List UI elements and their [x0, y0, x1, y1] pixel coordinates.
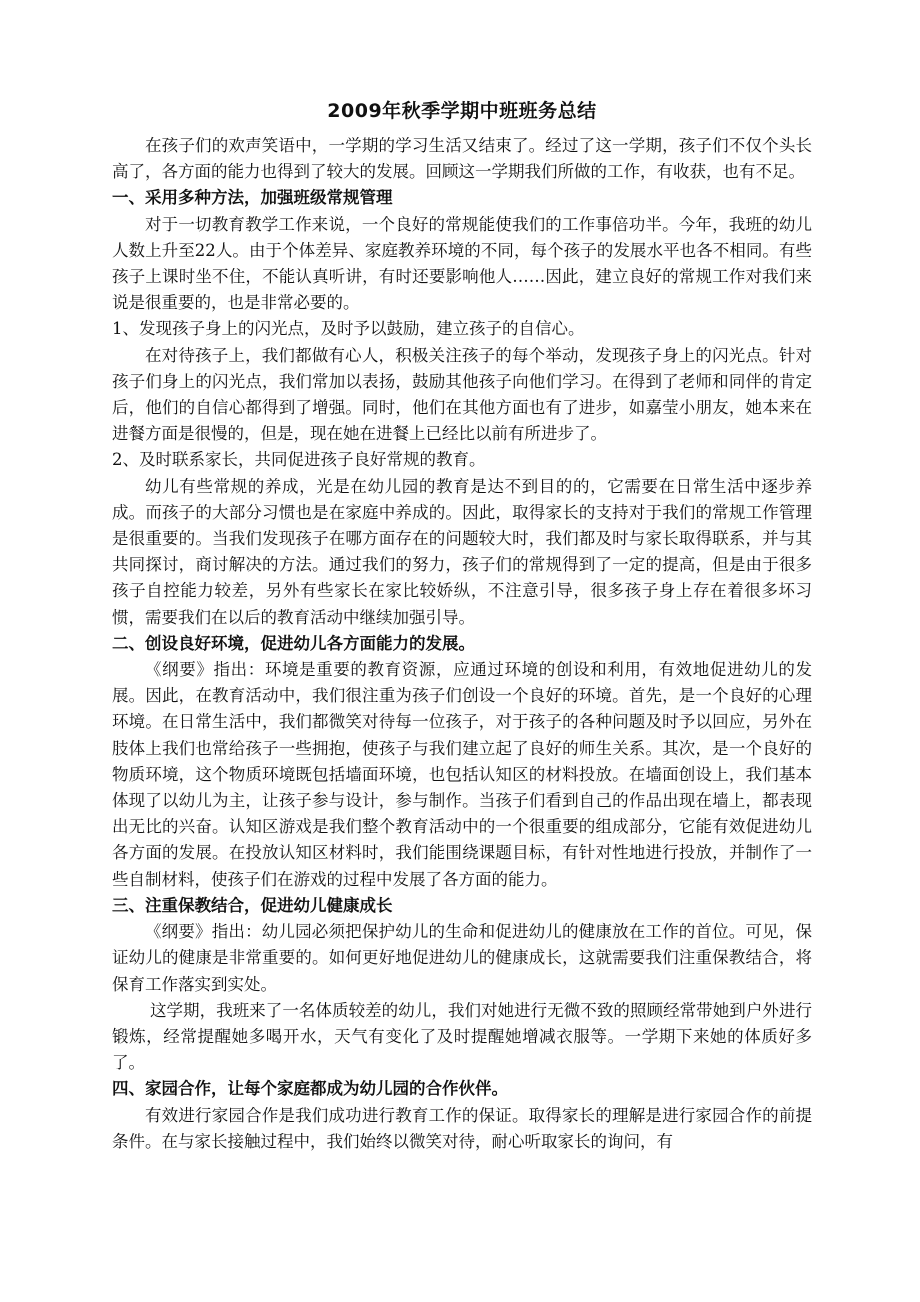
body-paragraph: 在孩子们的欢声笑语中，一学期的学习生活又结束了。经过了这一学期，孩子们不仅个头长高了，各方面的能力也得到了较大的发展。回顾这一学期我们所做的工作，有收获，也有不足。 — [112, 136, 812, 182]
body-paragraph: 对于一切教育教学工作来说，一个良好的常规能使我们的工作事倍功半。今年，我班的幼儿人数上升至22人。由于个体差异、家庭教养环境的不同，每个孩子的发展水平也各不相同。有些孩子上课时坐不住，不能认真听讲，有时还要影响他人……因此，建立良好的常规工作对我们来说是很重要的，也是非常必要的。 — [112, 214, 812, 313]
section-heading: 四、家园合作，让每个家庭都成为幼儿园的合作伙伴。 — [112, 1079, 508, 1099]
body-paragraph: 这学期，我班来了一名体质较差的幼儿，我们对她进行无微不致的照顾经常带她到户外进行锻炼，经常提醒她多喝开水，天气有变化了及时提醒她增减衣服等。一学期下来她的体质好多了。 — [112, 1000, 812, 1073]
section-heading: 二、创设良好环境，促进幼儿各方面能力的发展。 — [112, 633, 475, 653]
document-title: 2009年秋季学期中班班务总结 — [327, 100, 597, 122]
body-paragraph: 有效进行家园合作是我们成功进行教育工作的保证。取得家长的理解是进行家园合作的前提条件。在与家长接触过程中，我们始终以微笑对待，耐心听取家长的询问，有 — [112, 1105, 812, 1151]
document-page — [112, 98, 812, 1155]
body-paragraph: 《纲要》指出：环境是重要的教育资源，应通过环境的创设和利用，有效地促进幼儿的发展。因此，在教育活动中，我们很注重为孩子们创设一个良好的环境。首先，是一个良好的心理环境。在日常生活中，我们都微笑对待每一位孩子，对于孩子的各种问题及时予以回应，另外在肢体上我们也常给孩子一些拥抱，使孩子与我们建立起了良好的师生关系。其次，是一个良好的物质环境，这个物质环境既包括墙面环境，也包括认知区的材料投放。在墙面创设上，我们基本体现了以幼儿为主，让孩子参与设计，参与制作。当孩子们看到自己的作品出现在墙上，都表现出无比的兴奋。认知区游戏是我们整个教育活动中的一个很重要的组成部分，它能有效促进幼儿各方面的发展。在投放认知区材料时，我们能围绕课题目标，有针对性地进行投放，并制作了一些自制材料，使孩子们在游戏的过程中发展了各方面的能力。 — [112, 660, 812, 889]
section-heading: 三、注重保教结合，促进幼儿健康成长 — [112, 895, 393, 915]
sub-heading: 1、发现孩子身上的闪光点，及时予以鼓励，建立孩子的自信心。 — [112, 319, 585, 339]
body-paragraph: 在对待孩子上，我们都做有心人，积极关注孩子的每个举动，发现孩子身上的闪光点。针对孩子们身上的闪光点，我们常加以表扬，鼓励其他孩子向他们学习。在得到了老师和同伴的肯定后，他们的自信心都得到了增强。同时，他们在其他方面也有了进步，如嘉莹小朋友，她本来在进餐方面是很慢的，但是，现在她在进餐上已经比以前有所进步了。 — [112, 345, 812, 444]
body-paragraph: 《纲要》指出：幼儿园必须把保护幼儿的生命和促进幼儿的健康放在工作的首位。可见，保证幼儿的健康是非常重要的。如何更好地促进幼儿的健康成长，这就需要我们注重保教结合，将保育工作落实到实处。 — [112, 922, 812, 994]
sub-heading: 2、及时联系家长，共同促进孩子良好常规的教育。 — [112, 450, 486, 470]
section-heading: 一、采用多种方法，加强班级常规管理 — [112, 188, 393, 208]
document-body — [112, 133, 812, 1155]
body-paragraph: 幼儿有些常规的养成，光是在幼儿园的教育是达不到目的的，它需要在日常生活中逐步养成。而孩子的大部分习惯也是在家庭中养成的。因此，取得家长的支持对于我们的常规工作管理是很重要的。当我们发现孩子在哪方面存在的问题较大时，我们都及时与家长取得联系，并与其共同探讨，商讨解决的方法。通过我们的努力，孩子们的常规得到了一定的提高，但是由于很多孩子自控能力较差，另外有些家长在家比较娇纵，不注意引导，很多孩子身上存在着很多坏习惯，需要我们在以后的教育活动中继续加强引导。 — [112, 476, 812, 627]
